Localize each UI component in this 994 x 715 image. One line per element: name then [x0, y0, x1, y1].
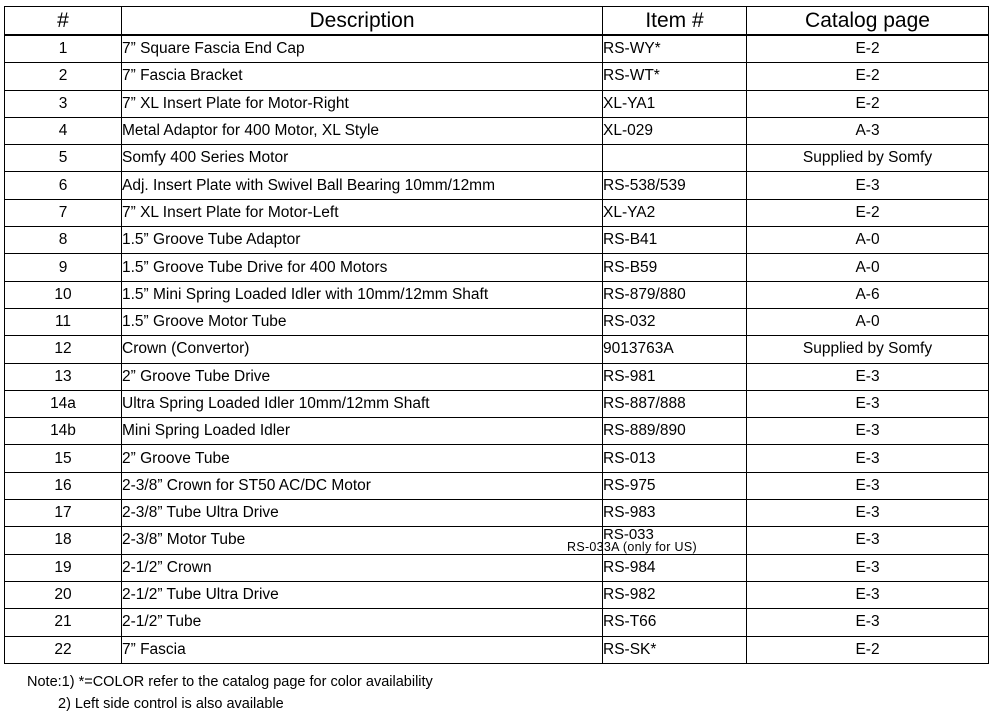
row-number: 11 — [5, 308, 122, 335]
table-row — [5, 472, 989, 499]
row-description: 7” Fascia — [122, 636, 603, 663]
row-description: Metal Adaptor for 400 Motor, XL Style — [122, 117, 603, 144]
row-item-number: 9013763A — [603, 336, 747, 363]
row-description: 2-1/2” Tube Ultra Drive — [122, 581, 603, 608]
row-description: Ultra Spring Loaded Idler 10mm/12mm Shaft — [122, 390, 603, 417]
row-catalog-page: E-3 — [747, 609, 989, 636]
row-item-number: XL-029 — [603, 117, 747, 144]
row-description: 2-3/8” Crown for ST50 AC/DC Motor — [122, 472, 603, 499]
table-row — [5, 145, 989, 172]
row-item-number: RS-SK* — [603, 636, 747, 663]
row-description: 1.5” Groove Motor Tube — [122, 308, 603, 335]
notes — [27, 671, 433, 715]
row-description: 2-1/2” Tube — [122, 609, 603, 636]
table-body — [5, 35, 989, 663]
row-number: 13 — [5, 363, 122, 390]
table-row — [5, 35, 989, 63]
row-number: 9 — [5, 254, 122, 281]
row-item-number: RS-B41 — [603, 227, 747, 254]
row-number: 19 — [5, 554, 122, 581]
row-catalog-page: E-3 — [747, 554, 989, 581]
table-row — [5, 581, 989, 608]
row-number: 2 — [5, 63, 122, 90]
row-number: 3 — [5, 90, 122, 117]
row-item-number: RS-981 — [603, 363, 747, 390]
row-number: 16 — [5, 472, 122, 499]
row-item-number: RS-982 — [603, 581, 747, 608]
row-item-number: RS-887/888 — [603, 390, 747, 417]
row-item-number: XL-YA2 — [603, 199, 747, 226]
row-catalog-page: E-3 — [747, 581, 989, 608]
row-item-number-secondary: RS-033A (only for US) — [567, 539, 697, 554]
row-item-number: RS-WY* — [603, 35, 747, 63]
table-row — [5, 172, 989, 199]
row-catalog-page: A-0 — [747, 254, 989, 281]
table-row — [5, 445, 989, 472]
table-header — [5, 7, 989, 36]
table-row — [5, 90, 989, 117]
row-number: 1 — [5, 35, 122, 63]
header-catalog-page: Catalog page — [747, 7, 989, 36]
row-description: Crown (Convertor) — [122, 336, 603, 363]
row-number: 20 — [5, 581, 122, 608]
row-catalog-page: Supplied by Somfy — [747, 336, 989, 363]
table-row — [5, 390, 989, 417]
note-color: Note:1) *=COLOR refer to the catalog page for color availability — [27, 674, 433, 690]
row-number: 14b — [5, 418, 122, 445]
row-number: 6 — [5, 172, 122, 199]
table-row — [5, 117, 989, 144]
table-row — [5, 418, 989, 445]
table-row — [5, 199, 989, 226]
row-description: 2” Groove Tube Drive — [122, 363, 603, 390]
row-item-number: RS-WT* — [603, 63, 747, 90]
row-number: 12 — [5, 336, 122, 363]
row-catalog-page: E-3 — [747, 500, 989, 527]
row-item-number: RS-984 — [603, 554, 747, 581]
row-catalog-page: Supplied by Somfy — [747, 145, 989, 172]
row-number: 4 — [5, 117, 122, 144]
row-number: 17 — [5, 500, 122, 527]
table-row — [5, 281, 989, 308]
row-number: 8 — [5, 227, 122, 254]
row-description: Somfy 400 Series Motor — [122, 145, 603, 172]
row-description: 7” XL Insert Plate for Motor-Right — [122, 90, 603, 117]
row-item-number: RS-879/880 — [603, 281, 747, 308]
row-description: 7” XL Insert Plate for Motor-Left — [122, 199, 603, 226]
row-catalog-page: E-2 — [747, 90, 989, 117]
table-row — [5, 636, 989, 663]
row-item-number: RS-538/539 — [603, 172, 747, 199]
row-item-number: XL-YA1 — [603, 90, 747, 117]
header-item: Item # — [603, 7, 747, 36]
table-row — [5, 308, 989, 335]
row-number: 15 — [5, 445, 122, 472]
row-item-number — [567, 525, 747, 554]
row-number: 7 — [5, 199, 122, 226]
row-description: 2” Groove Tube — [122, 445, 603, 472]
row-item-number: RS-013 — [603, 445, 747, 472]
row-description: 7” Fascia Bracket — [122, 63, 603, 90]
row-catalog-page: E-2 — [747, 199, 989, 226]
row-description: Mini Spring Loaded Idler — [122, 418, 603, 445]
note-left-side: 2) Left side control is also available — [58, 696, 284, 712]
row-description: 1.5” Groove Tube Adaptor — [122, 227, 603, 254]
header-num: # — [5, 7, 122, 36]
row-number: 10 — [5, 281, 122, 308]
row-description: 1.5” Mini Spring Loaded Idler with 10mm/12mm Shaft — [122, 281, 603, 308]
row-catalog-page: E-2 — [747, 63, 989, 90]
table-row — [5, 609, 989, 636]
row-description: Adj. Insert Plate with Swivel Ball Bearing 10mm/12mm — [122, 172, 603, 199]
row-item-number: RS-889/890 — [603, 418, 747, 445]
row-catalog-page: A-3 — [747, 117, 989, 144]
row-number: 21 — [5, 609, 122, 636]
row-catalog-page: E-3 — [747, 445, 989, 472]
row-catalog-page: A-0 — [747, 227, 989, 254]
row-item-number: RS-032 — [603, 308, 747, 335]
header-row — [5, 7, 989, 36]
row-catalog-page: E-2 — [747, 636, 989, 663]
row-catalog-page: E-3 — [747, 527, 989, 554]
row-catalog-page: E-2 — [747, 35, 989, 63]
row-description: 7” Square Fascia End Cap — [122, 35, 603, 63]
row-catalog-page: E-3 — [747, 390, 989, 417]
table-row — [5, 363, 989, 390]
row-catalog-page: E-3 — [747, 472, 989, 499]
header-description: Description — [122, 7, 603, 36]
table-row — [5, 254, 989, 281]
row-number: 5 — [5, 145, 122, 172]
row-catalog-page: E-3 — [747, 172, 989, 199]
row-number: 18 — [5, 527, 122, 554]
row-item-number: RS-B59 — [603, 254, 747, 281]
row-item-number — [603, 145, 747, 172]
row-item-number: RS-983 — [603, 500, 747, 527]
row-catalog-page: E-3 — [747, 363, 989, 390]
row-catalog-page: E-3 — [747, 418, 989, 445]
row-description: 2-3/8” Tube Ultra Drive — [122, 500, 603, 527]
row-description: 2-1/2” Crown — [122, 554, 603, 581]
table-row — [5, 527, 989, 554]
row-number: 14a — [5, 390, 122, 417]
row-number: 22 — [5, 636, 122, 663]
row-catalog-page: A-6 — [747, 281, 989, 308]
row-description: 2-3/8” Motor Tube — [122, 527, 603, 554]
row-item-number: RS-975 — [603, 472, 747, 499]
table-row — [5, 227, 989, 254]
table-row — [5, 63, 989, 90]
table-row — [5, 554, 989, 581]
row-item-number-primary: RS-033 — [603, 525, 654, 543]
table-row — [5, 336, 989, 363]
table-row — [5, 500, 989, 527]
row-catalog-page: A-0 — [747, 308, 989, 335]
parts-table — [4, 6, 989, 664]
row-item-number: RS-T66 — [603, 609, 747, 636]
row-description: 1.5” Groove Tube Drive for 400 Motors — [122, 254, 603, 281]
